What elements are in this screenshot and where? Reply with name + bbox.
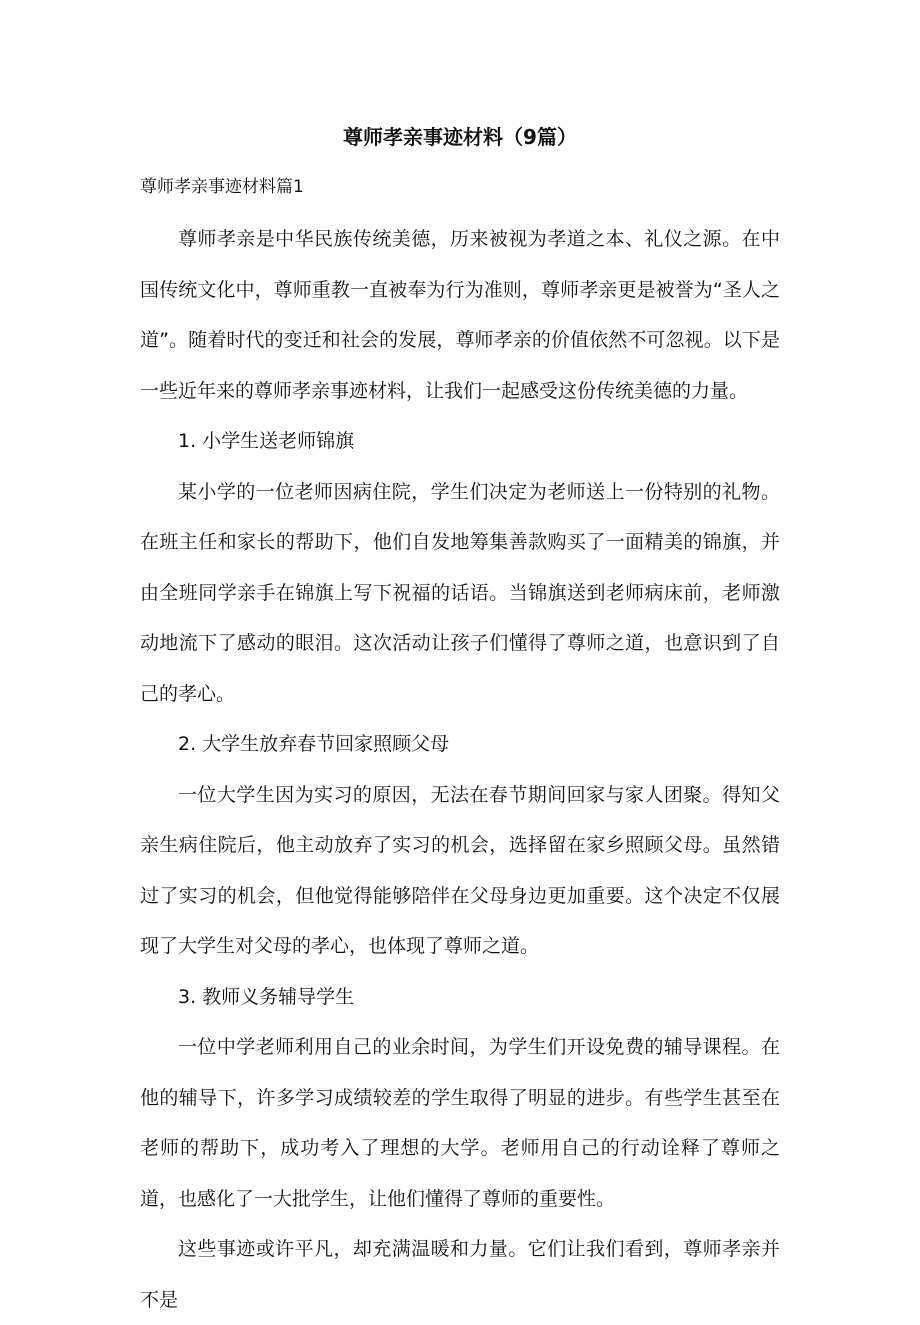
item-paragraph-3: 一位中学老师利用自己的业余时间，为学生们开设免费的辅导课程。在他的辅导下，许多学习成绩较差的学生取得了明显的进步。有些学生甚至在老师的帮助下，成功考入了理想的大学。老师用自己的行动诠释了尊师之道，也感化了一大批学生，让他们懂得了尊师的重要性。 — [140, 1036, 780, 1210]
closing-paragraph: 这些事迹或许平凡，却充满温暖和力量。它们让我们看到，尊师孝亲并不是 — [140, 1238, 780, 1311]
item-heading-2: 2. 大学生放弃春节回家照顾父母 — [178, 733, 450, 755]
item-heading-1: 1. 小学生送老师锦旗 — [178, 430, 355, 452]
item-paragraph-2: 一位大学生因为实习的原因，无法在春节期间回家与家人团聚。得知父亲生病住院后，他主动放弃了实习的机会，选择留在家乡照顾父母。虽然错过了实习的机会，但他觉得能够陪伴在父母身边更加重要。这个决定不仅展现了大学生对父母的孝心，也体现了尊师之道。 — [140, 783, 780, 957]
section-subtitle: 尊师孝亲事迹材料篇1 — [140, 177, 304, 197]
intro-paragraph: 尊师孝亲是中华民族传统美德，历来被视为孝道之本、礼仪之源。在中国传统文化中，尊师重教一直被奉为行为准则，尊师孝亲更是被誉为“圣人之道”。随着时代的变迁和社会的发展，尊师孝亲的价值依然不可忽视。以下是一些近年来的尊师孝亲事迹材料，让我们一起感受这份传统美德的力量。 — [140, 228, 780, 402]
document-body — [140, 214, 780, 1325]
document-title: 尊师孝亲事迹材料（9篇） — [343, 125, 577, 149]
item-heading-3: 3. 教师义务辅导学生 — [178, 985, 355, 1008]
item-paragraph-1: 某小学的一位老师因病住院，学生们决定为老师送上一份特别的礼物。在班主任和家长的帮助下，他们自发地筹集善款购买了一面精美的锦旗，并由全班同学亲手在锦旗上写下祝福的话语。当锦旗送到老师病床前，老师激动地流下了感动的眼泪。这次活动让孩子们懂得了尊师之道，也意识到了自己的孝心。 — [140, 480, 780, 705]
